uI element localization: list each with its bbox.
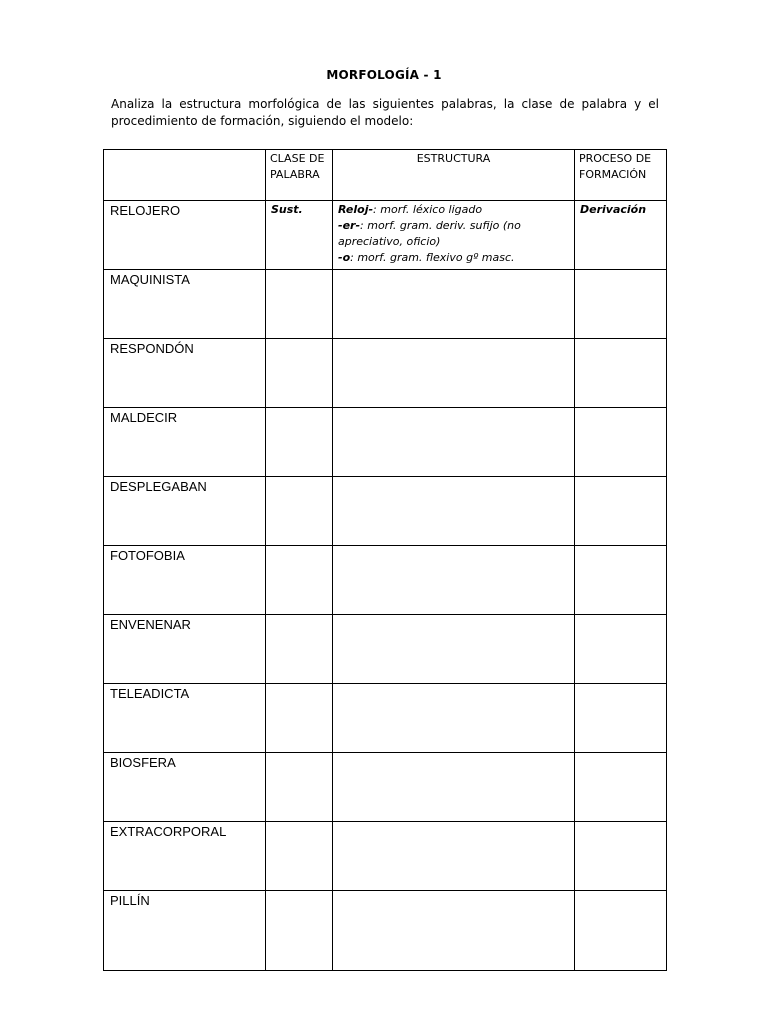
instructions: Analiza la estructura morfológica de las siguientes palabras, la clase de palabra y el procedimiento de formación, siguiendo el modelo: (111, 97, 659, 128)
proceso-cell[interactable] (575, 477, 667, 546)
morphology-table (103, 149, 667, 971)
estructura-cell[interactable] (333, 891, 575, 971)
estructura-cell[interactable] (333, 270, 575, 339)
word-cell: DESPLEGABAN (104, 477, 266, 546)
clase-cell[interactable] (266, 270, 333, 339)
proceso-cell[interactable] (575, 339, 667, 408)
morph-0: Reloj- (338, 203, 374, 216)
header-row (104, 150, 667, 201)
clase-cell[interactable] (266, 339, 333, 408)
word-cell: MALDECIR (104, 408, 266, 477)
proceso-cell[interactable] (575, 822, 667, 891)
word-cell: EXTRACORPORAL (104, 822, 266, 891)
table-row (104, 753, 667, 822)
word-cell: BIOSFERA (104, 753, 266, 822)
proceso-cell[interactable] (575, 684, 667, 753)
page-title: MORFOLOGÍA - 1 (326, 68, 442, 82)
word-cell: FOTOFOBIA (104, 546, 266, 615)
proceso-cell[interactable] (575, 753, 667, 822)
clase-cell[interactable] (266, 408, 333, 477)
word-cell: MAQUINISTA (104, 270, 266, 339)
word-cell: PILLÍN (104, 891, 266, 971)
clase-cell[interactable] (266, 891, 333, 971)
proceso-cell[interactable] (575, 408, 667, 477)
proceso-cell[interactable] (575, 270, 667, 339)
proceso-cell[interactable] (575, 615, 667, 684)
model-word: RELOJERO (104, 201, 266, 270)
estructura-cell[interactable] (333, 546, 575, 615)
clase-cell[interactable] (266, 753, 333, 822)
table-row (104, 684, 667, 753)
clase-cell[interactable] (266, 477, 333, 546)
table-row (104, 615, 667, 684)
clase-cell[interactable] (266, 684, 333, 753)
table-row (104, 822, 667, 891)
estructura-cell[interactable] (333, 408, 575, 477)
table-row (104, 546, 667, 615)
estructura-cell[interactable] (333, 477, 575, 546)
estructura-cell[interactable] (333, 339, 575, 408)
morph-desc-2: : morf. gram. flexivo gº masc. (350, 251, 515, 264)
model-proceso: Derivación (580, 203, 647, 216)
word-cell: TELEADICTA (104, 684, 266, 753)
header-estructura: ESTRUCTURA (333, 150, 575, 201)
proceso-cell[interactable] (575, 546, 667, 615)
table-row (104, 408, 667, 477)
header-proceso: PROCESO DE FORMACIÓN (575, 150, 667, 201)
header-word (104, 150, 266, 201)
estructura-cell[interactable] (333, 822, 575, 891)
table-row (104, 477, 667, 546)
clase-cell[interactable] (266, 615, 333, 684)
model-clase: Sust. (271, 203, 303, 216)
estructura-cell[interactable] (333, 615, 575, 684)
table-row (104, 891, 667, 971)
model-row (104, 201, 667, 270)
clase-cell[interactable] (266, 822, 333, 891)
model-estructura (333, 201, 575, 270)
word-cell: ENVENENAR (104, 615, 266, 684)
header-clase: CLASE DE PALABRA (266, 150, 333, 201)
proceso-cell[interactable] (575, 891, 667, 971)
morph-2: -o (338, 251, 351, 264)
estructura-cell[interactable] (333, 753, 575, 822)
morph-desc-0: : morf. léxico ligado (373, 203, 483, 216)
morph-1: -er- (338, 219, 361, 232)
morph-desc-1: : morf. gram. deriv. sufijo (no apreciativo, oficio) (338, 219, 521, 248)
estructura-cell[interactable] (333, 684, 575, 753)
word-cell: RESPONDÓN (104, 339, 266, 408)
table-row (104, 270, 667, 339)
clase-cell[interactable] (266, 546, 333, 615)
table-row (104, 339, 667, 408)
